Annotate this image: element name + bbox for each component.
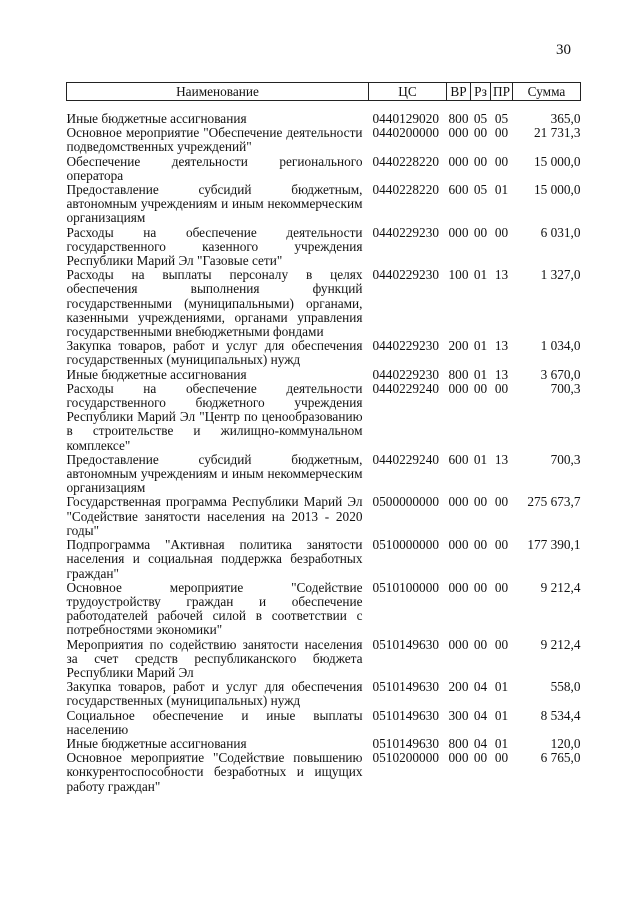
row-pr-code: 00 xyxy=(494,750,509,766)
row-name: Предоставление субсидий бюджетным, автономным учреждениям и иным некоммерческим организациям xyxy=(66,182,363,226)
row-rz-code: 05 xyxy=(473,182,488,198)
row-pr-code: 00 xyxy=(494,224,509,240)
row-name: Закупка товаров, работ и услуг для обеспечения государственных (муниципальных) нужд xyxy=(66,338,363,368)
row-cs-code: 0440229230 xyxy=(372,267,439,283)
row-vr-code: 000 xyxy=(448,494,469,510)
row-pr-code: 05 xyxy=(494,111,509,126)
page-number: 30 xyxy=(556,42,571,58)
row-rz-code: 01 xyxy=(473,338,488,354)
row-pr-code: 00 xyxy=(494,153,509,169)
row-rz-code: 00 xyxy=(473,153,488,169)
row-name: Закупка товаров, работ и услуг для обеспечения государственных (муниципальных) нужд xyxy=(66,679,363,709)
table-row xyxy=(67,680,581,708)
row-pr-code: 00 xyxy=(494,494,509,510)
table-row xyxy=(67,101,581,127)
row-vr-code: 200 xyxy=(448,679,469,695)
row-pr-code: 00 xyxy=(494,125,509,141)
row-vr-code: 000 xyxy=(448,224,469,240)
row-cs-code: 0440129020 xyxy=(372,111,439,126)
row-cs-code: 0440229240 xyxy=(372,451,439,467)
table-row xyxy=(67,382,581,453)
budget-table xyxy=(66,82,581,794)
table-row xyxy=(67,226,581,269)
row-rz-code: 00 xyxy=(473,380,488,396)
header-cs: ЦС xyxy=(369,83,447,101)
row-name: Расходы на обеспечение деятельности государственного казенного учреждения Республики Марий Эл "Газовые сети" xyxy=(66,224,363,269)
row-cs-code: 0510149630 xyxy=(372,735,439,751)
row-cs-code: 0440228220 xyxy=(372,153,439,169)
row-rz-code: 00 xyxy=(473,494,488,510)
row-sum: 9 212,4 xyxy=(540,636,581,652)
row-name: Обеспечение деятельности регионального оператора xyxy=(66,153,363,183)
row-cs-code: 0440229230 xyxy=(372,224,439,240)
row-name: Государственная программа Республики Марий Эл "Содействие занятости населения на 2013 - 2020 годы" xyxy=(66,494,363,538)
row-cs-code: 0440229230 xyxy=(372,338,439,354)
row-pr-code: 13 xyxy=(494,366,509,382)
row-vr-code: 000 xyxy=(448,125,469,141)
row-pr-code: 00 xyxy=(494,636,509,652)
row-sum: 120,0 xyxy=(550,735,581,751)
row-cs-code: 0510200000 xyxy=(372,750,439,766)
table-row xyxy=(67,638,581,681)
row-sum: 558,0 xyxy=(550,679,581,695)
row-sum: 8 534,4 xyxy=(540,707,581,723)
row-sum: 3 670,0 xyxy=(540,366,581,382)
row-name: Основное мероприятие "Обеспечение деятельности подведомственных учреждений" xyxy=(66,125,363,155)
row-vr-code: 000 xyxy=(448,153,469,169)
table-row xyxy=(67,126,581,154)
row-name: Предоставление субсидий бюджетным, автономным учреждениям и иным некоммерческим организациям xyxy=(66,451,363,496)
row-cs-code: 0510149630 xyxy=(372,707,439,723)
row-rz-code: 01 xyxy=(473,267,488,283)
row-rz-code: 00 xyxy=(473,224,488,240)
row-vr-code: 000 xyxy=(448,636,469,652)
row-vr-code: 800 xyxy=(448,111,469,126)
header-sum: Сумма xyxy=(513,83,581,101)
row-pr-code: 00 xyxy=(494,579,509,595)
row-name: Иные бюджетные ассигнования xyxy=(66,366,247,382)
row-name: Социальное обеспечение и иные выплаты населению xyxy=(66,707,363,737)
row-vr-code: 000 xyxy=(448,750,469,766)
row-name: Подпрограмма "Активная политика занятости населения и социальная поддержка безработных граждан" xyxy=(66,537,363,581)
row-cs-code: 0440200000 xyxy=(372,125,439,141)
row-pr-code: 01 xyxy=(494,707,509,723)
row-cs-code: 0510149630 xyxy=(372,636,439,652)
row-rz-code: 04 xyxy=(473,679,488,695)
row-rz-code: 00 xyxy=(473,750,488,766)
row-sum: 700,3 xyxy=(550,380,581,396)
row-sum: 275 673,7 xyxy=(527,494,581,510)
row-vr-code: 600 xyxy=(448,182,469,198)
row-sum: 15 000,0 xyxy=(533,182,581,198)
row-pr-code: 13 xyxy=(494,338,509,354)
header-pr: ПР xyxy=(491,83,513,101)
row-name: Мероприятия по содействию занятости населения за счет средств республиканского бюджета Республики Марий Эл xyxy=(66,636,363,680)
row-rz-code: 04 xyxy=(473,707,488,723)
row-rz-code: 00 xyxy=(473,579,488,595)
table-row xyxy=(67,183,581,226)
row-cs-code: 0440229240 xyxy=(372,380,439,396)
row-cs-code: 0500000000 xyxy=(372,494,439,510)
row-name: Иные бюджетные ассигнования xyxy=(66,111,247,126)
row-vr-code: 000 xyxy=(448,380,469,396)
row-vr-code: 800 xyxy=(448,366,469,382)
row-sum: 9 212,4 xyxy=(540,579,581,595)
row-vr-code: 000 xyxy=(448,579,469,595)
row-sum: 15 000,0 xyxy=(533,153,581,169)
table-row xyxy=(67,155,581,183)
table-row xyxy=(67,495,581,538)
row-pr-code: 13 xyxy=(494,451,509,467)
row-sum: 365,0 xyxy=(550,111,581,126)
row-sum: 177 390,1 xyxy=(527,537,581,553)
row-rz-code: 00 xyxy=(473,537,488,553)
table-body xyxy=(67,101,581,794)
row-cs-code: 0510000000 xyxy=(372,537,439,553)
row-rz-code: 01 xyxy=(473,451,488,467)
row-sum: 1 327,0 xyxy=(540,267,581,283)
row-cs-code: 0510149630 xyxy=(372,679,439,695)
row-sum: 700,3 xyxy=(550,451,581,467)
table-row xyxy=(67,368,581,382)
row-sum: 6 765,0 xyxy=(540,750,581,766)
row-pr-code: 00 xyxy=(494,380,509,396)
row-pr-code: 01 xyxy=(494,679,509,695)
table-row xyxy=(67,453,581,496)
row-vr-code: 000 xyxy=(448,537,469,553)
row-sum: 21 731,3 xyxy=(533,125,581,141)
row-pr-code: 00 xyxy=(494,537,509,553)
row-name: Расходы на выплаты персоналу в целях обеспечения выполнения функций государственными (муниципальными) органами, казенными учреждениями, органами управления государственными внебюджетными фондами xyxy=(66,267,363,340)
row-pr-code: 01 xyxy=(494,182,509,198)
row-cs-code: 0440229230 xyxy=(372,366,439,382)
table-row xyxy=(67,538,581,581)
table-row xyxy=(67,709,581,737)
row-rz-code: 00 xyxy=(473,636,488,652)
row-name: Основное мероприятие "Содействие повышению конкурентоспособности безработных и ищущих работу граждан" xyxy=(66,750,363,794)
header-rz: Рз xyxy=(471,83,491,101)
row-rz-code: 04 xyxy=(473,735,488,751)
row-name: Расходы на обеспечение деятельности государственного бюджетного учреждения Республики Марий Эл "Центр по ценообразованию в строительстве и жилищно-коммунальном комплексе" xyxy=(66,380,363,453)
header-vr: ВР xyxy=(447,83,471,101)
row-vr-code: 300 xyxy=(448,707,469,723)
row-vr-code: 100 xyxy=(448,267,469,283)
row-cs-code: 0440228220 xyxy=(372,182,439,198)
row-cs-code: 0510100000 xyxy=(372,579,439,595)
row-vr-code: 600 xyxy=(448,451,469,467)
row-vr-code: 200 xyxy=(448,338,469,354)
row-rz-code: 01 xyxy=(473,366,488,382)
table-header-row xyxy=(67,83,581,101)
row-rz-code: 00 xyxy=(473,125,488,141)
row-rz-code: 05 xyxy=(473,111,488,126)
row-pr-code: 13 xyxy=(494,267,509,283)
row-name: Иные бюджетные ассигнования xyxy=(66,735,247,751)
row-sum: 6 031,0 xyxy=(540,224,581,240)
table-row xyxy=(67,268,581,339)
table-row xyxy=(67,581,581,638)
table-row xyxy=(67,751,581,794)
header-name: Наименование xyxy=(67,83,369,101)
row-name: Основное мероприятие "Содействие трудоустройству граждан и обеспечение работодателей рабочей силой в соответствии с потребностями экономики" xyxy=(66,579,363,638)
row-sum: 1 034,0 xyxy=(540,338,581,354)
table-row xyxy=(67,339,581,367)
table-row xyxy=(67,737,581,751)
row-pr-code: 01 xyxy=(494,735,509,751)
row-vr-code: 800 xyxy=(448,735,469,751)
